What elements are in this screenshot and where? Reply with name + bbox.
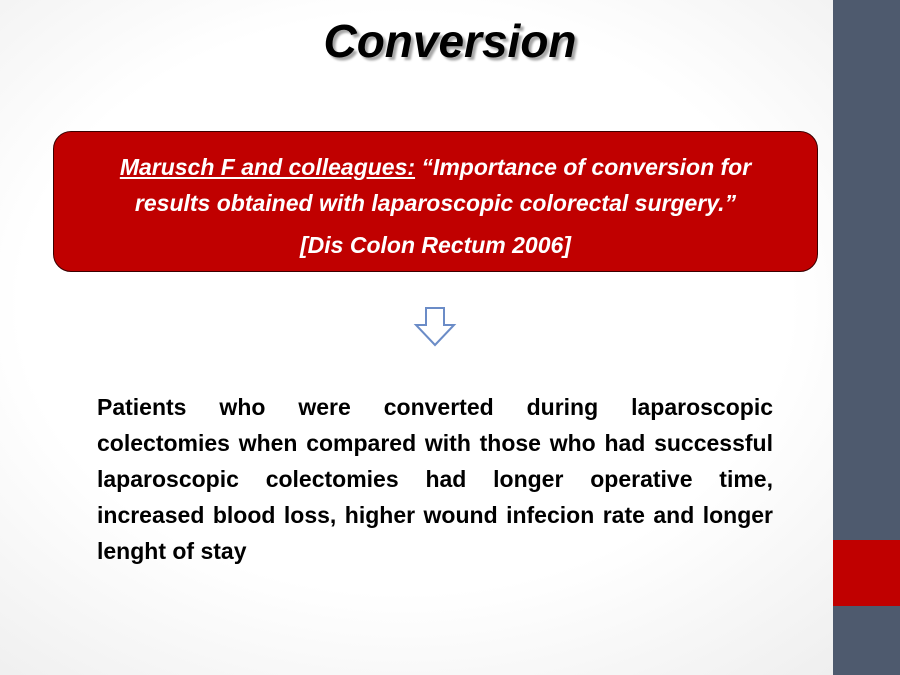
- down-arrow-outline-icon: [413, 307, 457, 347]
- sidebar-accent-block: [833, 540, 900, 606]
- citation-box: [53, 131, 818, 272]
- summary-paragraph: Patients who were converted during laparoscopic colectomies when compared with those who had successful laparoscopic colectomies had longer operative time, increased blood loss, higher wound infecion rate and longer lenght of stay: [97, 394, 773, 564]
- quote-authors: Marusch F and colleagues:: [119, 154, 416, 180]
- quote-line-2: results obtained with laparoscopic colorectal surgery.”: [134, 190, 737, 216]
- quote-line-1: [54, 149, 817, 185]
- quote-title-start: “Importance of conversion for: [415, 154, 752, 180]
- quote-citation: [Dis Colon Rectum 2006]: [300, 232, 571, 258]
- slide-title: Conversion: [323, 15, 577, 67]
